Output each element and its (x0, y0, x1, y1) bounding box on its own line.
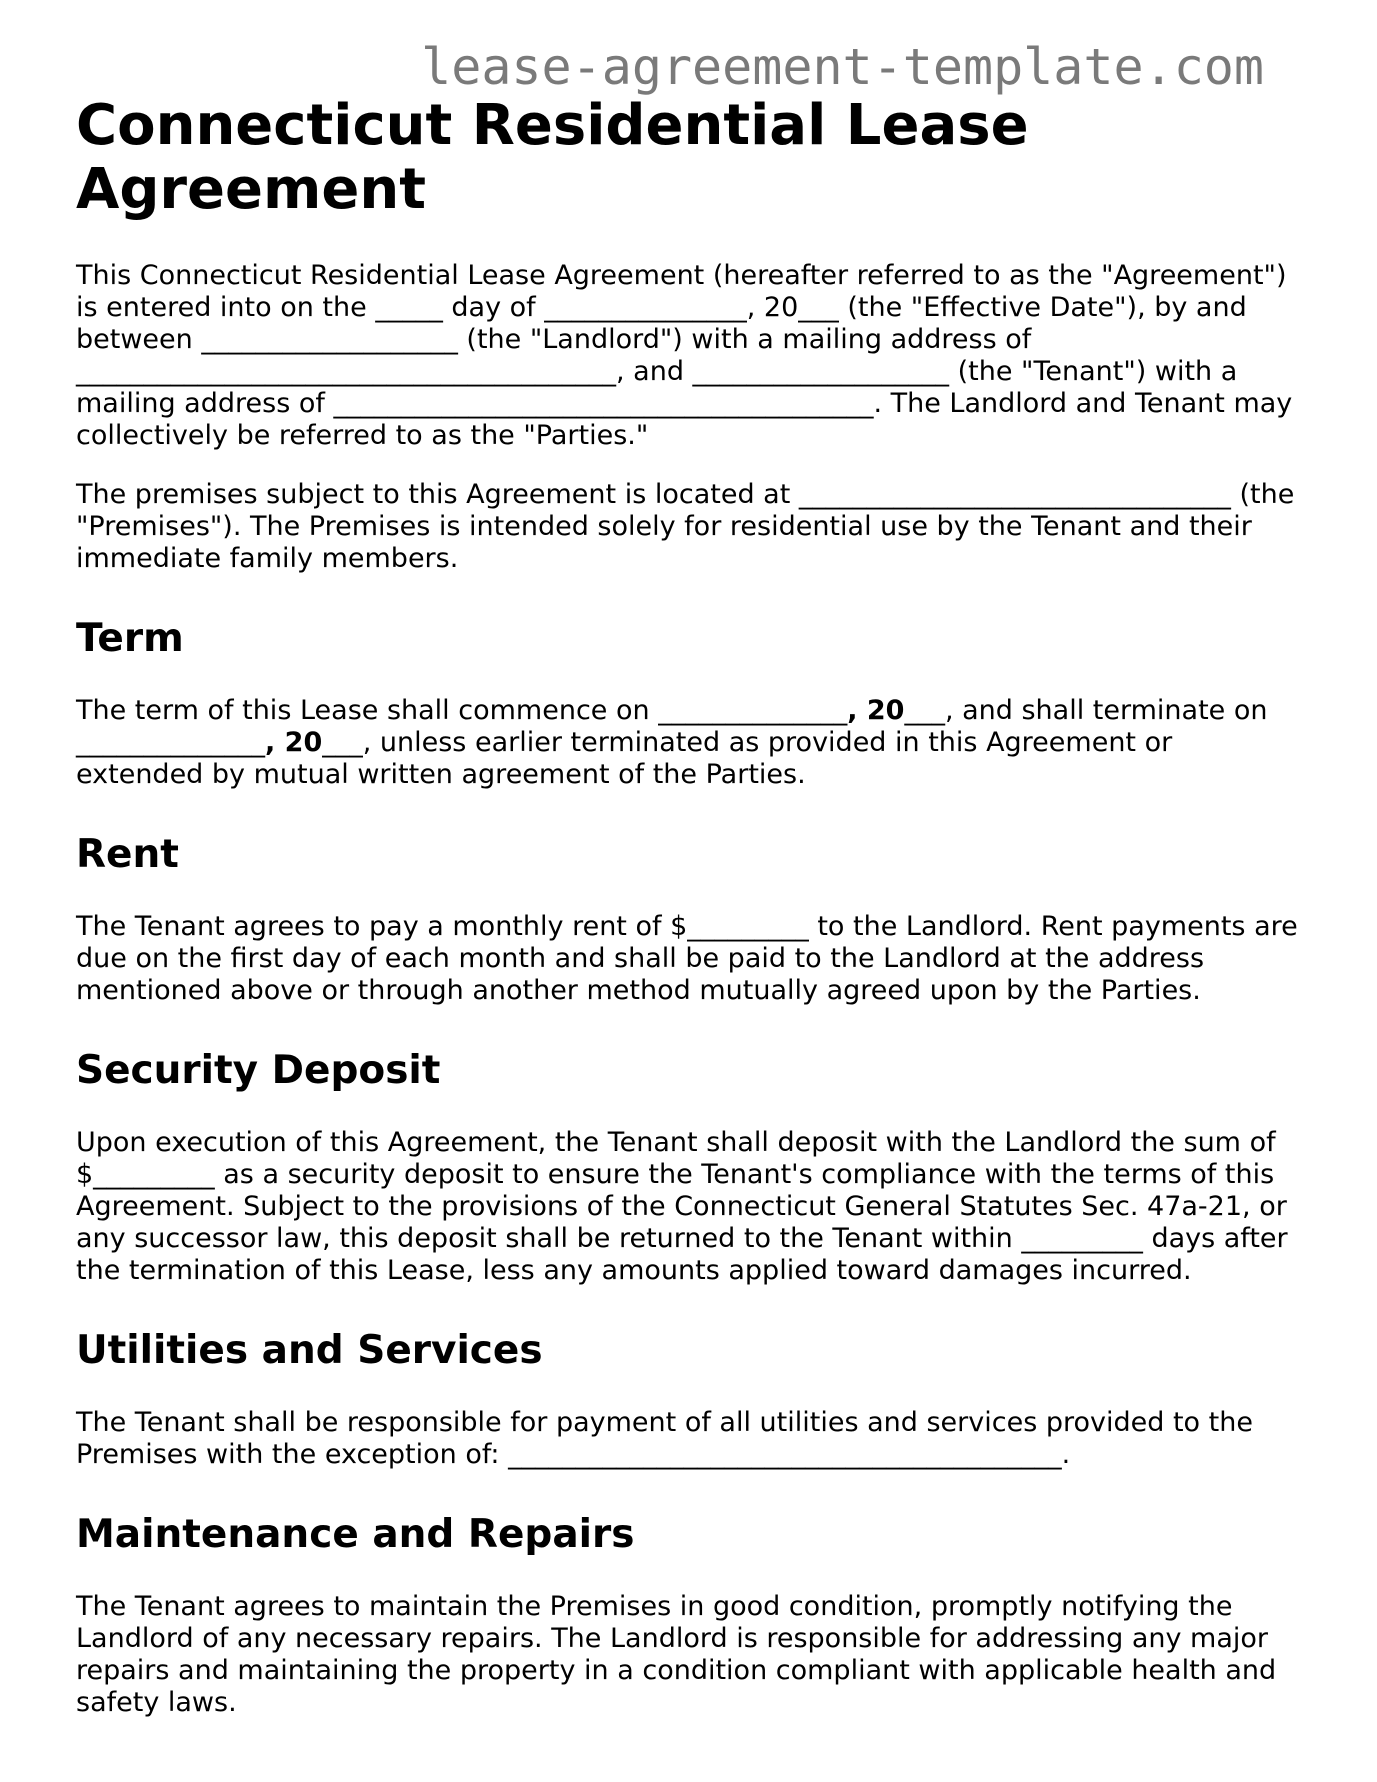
term-bold-year-b: , 20 (265, 727, 323, 758)
term-paragraph (76, 695, 1306, 791)
utilities-paragraph: The Tenant shall be responsible for payment of all utilities and services provided to the Premises with the exception of: _________________________________________. (76, 1407, 1253, 1470)
term-text-a: The term of this Lease shall commence on ______________ (76, 695, 848, 726)
premises-paragraph: The premises subject to this Agreement is located at ________________________________ (the "Premises"). The Premises is intended solely for residential use by the Tenant and their immediate family members. (76, 479, 1295, 574)
rent-heading: Rent (76, 832, 179, 877)
term-text-c: ___, unless earlier terminated as provided in this Agreement or extended by mutual written agreement of the Parties. (76, 727, 1173, 790)
term-text-b: ___, and shall terminate on ______________ (76, 695, 1268, 758)
document-body (76, 260, 1306, 1719)
watermark: lease-agreement-template.com (421, 38, 1264, 96)
maintenance-paragraph: The Tenant agrees to maintain the Premises in good condition, promptly notifying the Landlord of any necessary repairs. The Landlord is responsible for addressing any major repairs and maintaining the property in a condition compliant with applicable health and safety laws. (76, 1591, 1277, 1718)
security-deposit-heading: Security Deposit (76, 1048, 441, 1093)
rent-paragraph: The Tenant agrees to pay a monthly rent of $_________ to the Landlord. Rent payments are due on the first day of each month and shall be paid to the Landlord at the address mentioned above or through another method mutually agreed upon by the Parties. (76, 911, 1298, 1006)
maintenance-heading: Maintenance and Repairs (76, 1512, 635, 1557)
term-bold-year-a: , 20 (847, 695, 905, 726)
intro-paragraph: This Connecticut Residential Lease Agreement (hereafter referred to as the "Agreement") is entered into on the _____ day of _______________, 20___ (the "Effective Date"), by and between ___________________ (the "Landlord") with a mailing address of ________________________________________, and ___________________ (the "Tenant") with a mailing address of ________________________________________. The Landlord and Tenant may collectively be referred to as the "Parties." (76, 260, 1293, 451)
document-title: Connecticut Residential Lease Agreement (76, 93, 1029, 222)
security-deposit-paragraph: Upon execution of this Agreement, the Tenant shall deposit with the Landlord the sum of $_________ as a security deposit to ensure the Tenant's compliance with the terms of this Agreement. Subject to the provisions of the Connecticut General Statutes Sec. 47a-21, or any successor law, this deposit shall be returned to the Tenant within _________ days after the termination of this Lease, less any amounts applied toward damages incurred. (76, 1127, 1288, 1286)
term-heading: Term (76, 616, 184, 661)
utilities-heading: Utilities and Services (76, 1328, 543, 1373)
